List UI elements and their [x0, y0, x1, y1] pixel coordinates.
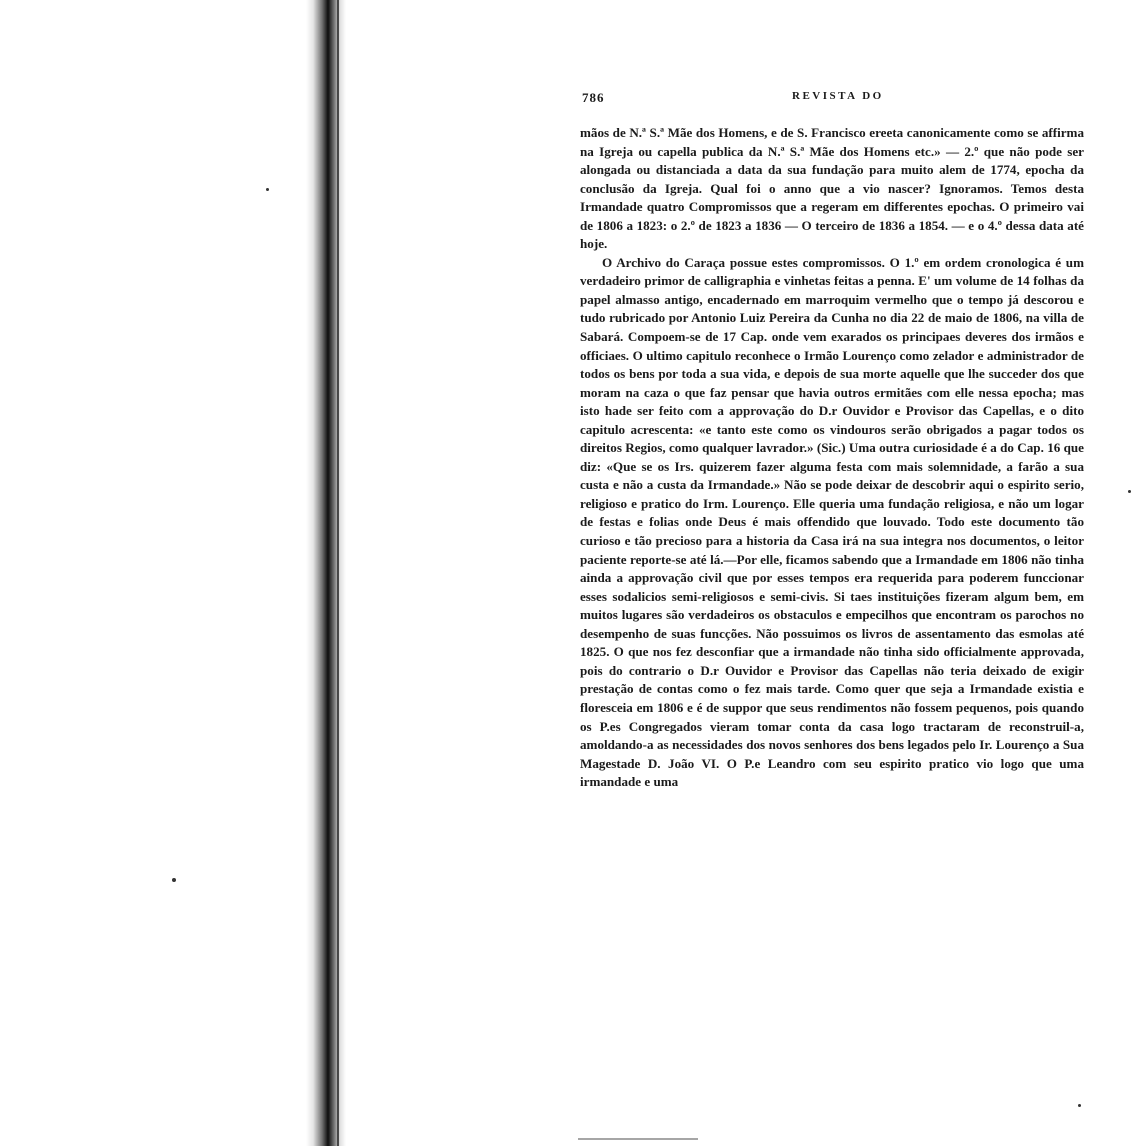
book-gutter-shadow	[306, 0, 346, 1146]
running-head	[560, 86, 1100, 110]
margin-speck	[1078, 1104, 1081, 1107]
binding-line	[337, 0, 339, 1146]
margin-speck	[266, 188, 269, 191]
bottom-rule	[578, 1138, 698, 1140]
page-number: 786	[582, 90, 605, 105]
margin-speck	[1128, 490, 1131, 493]
paragraph: mãos de N.ª S.ª Mãe dos Homens, e de S. Francisco ereeta canonicamente como se affirma na Igreja ou capella publica da N.ª S.ª Mãe dos Homens etc.» — 2.º que não pode ser alongada ou distanciada a data da sua fundação para muito alem de 1774, epocha da conclusão da Igreja. Qual foi o anno que a vio nascer? Ignoramos. Temos desta Irmandade quatro Compromissos que a regeram em differentes epochas. O primeiro vai de 1806 a 1823: o 2.º de 1823 a 1836 — O terceiro de 1836 a 1854. — e o 4.º dessa data até hoje.	[580, 125, 1084, 252]
blank-facing-page	[0, 0, 320, 1146]
journal-title: REVISTA DO	[792, 90, 884, 102]
paragraph: O Archivo do Caraça possue estes compromissos. O 1.º em ordem cronologica é um verdadeiro primor de calligraphia e vinhetas feitas a penna. E' um volume de 14 folhas da papel almasso antigo, encadernado em marroquim vermelho que o tempo já descorou e tudo rubricado por Antonio Luiz Pereira da Cunha no dia 22 de maio de 1806, na villa de Sabará. Compoem-se de 17 Cap. onde vem exarados os principaes deveres dos irmãos e officiaes. O ultimo capitulo reconhece o Irmão Lourenço como zelador e administrador de todos os bens por toda a sua vida, e depois de sua morte aquelle que lhe succeder dos que moram na caza o que faz pensar que havia outros ermitães com elle nessa epocha; mas isto hade ser feito com a approvação do D.r Ouvidor e Provisor das Capellas, e o dito capitulo acrescenta: «e tanto este como os vindouros serão obrigados a pagar todos os direitos Regios, como qualquer lavrador.» (Sic.) Uma outra curiosidade é a do Cap. 16 que diz: «Que se os Irs. quizerem fazer alguma festa com mais solemnidade, a farão a sua custa e não a custa da Irmandade.» Não se pode deixar de descobrir aqui o espirito serio, religioso e pratico do Irm. Lourenço. Elle queria uma fundação religiosa, e não um logar de festas e folias onde Deus é mais offendido que louvado. Todo este documento tão curioso e tão precioso para a historia da Casa irá na sua integra nos documentos, o leitor paciente reporte-se até lá.—Por elle, ficamos sabendo que a Irmandade em 1806 não tinha ainda a approvação civil que por esses tempos era requerida para poderem funccionar esses sodalicios semi-religiosos e semi-civis. Si taes instituições fizeram algum bem, em muitos lugares são verdadeiros os obstaculos e empecilhos que encontram os parochos no desempenho de suas funcções. Não possuimos os livros de assentamento das esmolas até 1825. O que nos fez desconfiar que a irmandade não tinha sido officialmente approvada, pois do contrario o D.r Ouvidor e Provisor das Capellas não teria deixado de exigir prestação de contas como o fez mais tarde. Como quer que seja a Irmandade existia e floresceia em 1806 e é de suppor que seus rendimentos não fossem pequenos, pois quando os P.es Congregados vieram tomar conta da casa logo tractaram de reconstruil-a, amoldando-a as necessidades dos novos senhores dos bens legados pelo Ir. Lourenço a Sua Magestade D. João VI. O P.e Leandro com seu espirito pratico vio logo que uma irmandade e uma	[580, 254, 1084, 790]
margin-speck	[172, 878, 176, 882]
text-page	[560, 86, 1100, 792]
body-text	[580, 124, 1084, 792]
